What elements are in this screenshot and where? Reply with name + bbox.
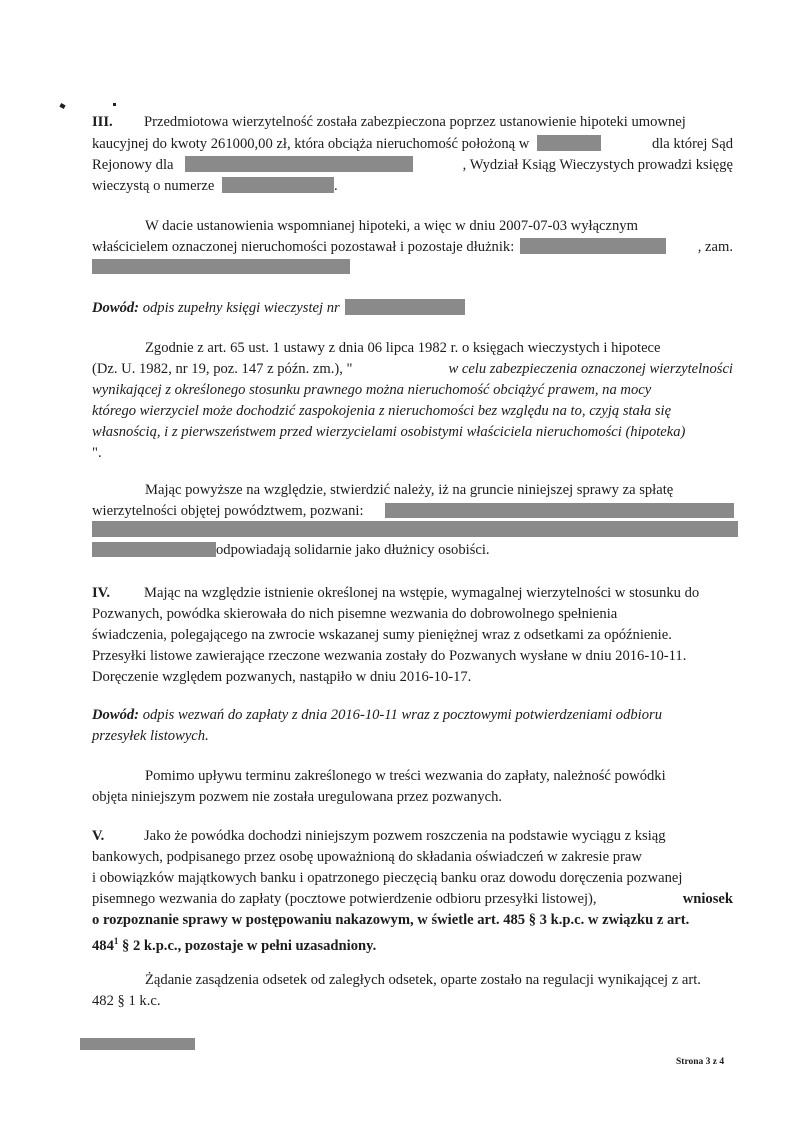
redacted-register-number <box>222 177 334 193</box>
para2-line2: właścicielem oznaczonej nieruchomości pozostawał i pozostaje dłużnik: , zam. <box>92 239 733 255</box>
redacted-defendants-2 <box>92 521 738 537</box>
section4-line1: IV. Mając na względzie istnienie określonej na wstępie, wymagalnej wierzytelności w stosunku do <box>92 585 700 601</box>
redacted-location <box>537 135 601 151</box>
section5-numeral: V. <box>92 828 105 844</box>
section5-line5: o rozpoznanie sprawy w postępowaniu nakazowym, w świetle art. 485 § 3 k.p.c. w związku z art. <box>92 912 690 928</box>
section4-line2: Pozwanych, powódka skierowała do nich pisemne wezwania do dobrowolnego spełnienia <box>92 606 618 622</box>
para3-line6: ". <box>92 445 102 461</box>
redacted-kw-number <box>345 299 465 315</box>
redacted-defendants-1 <box>385 503 734 518</box>
section3-line1: III. Przedmiotowa wierzytelność została zabezpieczona poprzez ustanowienie hipoteki umownej <box>92 114 686 130</box>
section4-line5: Doręczenie względem pozwanych, nastąpiło w dniu 2016-10-17. <box>92 669 472 685</box>
para4-line2: wierzytelności objętej powództwem, pozwani: <box>92 503 364 519</box>
section5-para2-line1: Żądanie zasądzenia odsetek od zaległych odsetek, oparte zostało na regulacji wynikającej z art. <box>145 972 701 988</box>
scan-speck <box>113 103 116 106</box>
para3-line3: wynikającej z określonego stosunku prawnego można nieruchomość obciążyć prawem, na mocy <box>92 382 652 398</box>
redacted-footer <box>80 1038 195 1050</box>
para3-line5: własnością, i z pierwszeństwem przed wierzycielami osobistymi właściciela nieruchomości (hipoteka) <box>92 424 686 440</box>
evidence-summons-line2: przesyłek listowych. <box>92 728 209 744</box>
section4-para2-line1: Pomimo upływu terminu zakreślonego w treści wezwania do zapłaty, należność powódki <box>145 768 666 784</box>
scan-speck <box>59 103 65 109</box>
section5-line6: $484^1$ § 2 k.p.c., pozostaje w pełni uzasadniony. <box>92 936 377 954</box>
section3-numeral: III. <box>92 114 113 130</box>
section3-line3: Rejonowy dla , Wydział Ksiąg Wieczystych prowadzi księgę <box>92 157 733 173</box>
section5-para2-line2: 482 § 1 k.c. <box>92 993 161 1009</box>
redacted-address <box>92 259 350 274</box>
para2-line1: W dacie ustanowienia wspomnianej hipoteki, a więc w dniu 2007-07-03 wyłącznym <box>145 218 638 234</box>
para3-line4: którego wierzyciel może dochodzić zaspokojenia z nieruchomości bez względu na to, czyją stała się <box>92 403 672 419</box>
section5-line4: pisemnego wezwania do zapłaty (pocztowe potwierdzenie odbioru przesyłki listowej), wniosek <box>92 891 733 907</box>
section4-line4: Przesyłki listowe zawierające rzeczone wezwania zostały do Pozwanych wysłane w dniu 2016-10-11. <box>92 648 687 664</box>
section4-numeral: IV. <box>92 585 110 601</box>
evidence-summons-line1: Dowód: odpis wezwań do zapłaty z dnia 2016-10-11 wraz z pocztowymi potwierdzeniami odbioru <box>92 707 662 723</box>
redacted-defendants-3 <box>92 542 216 557</box>
para3-line2: (Dz. U. 1982, nr 19, poz. 147 z późn. zm.), " w celu zabezpieczenia oznaczonej wierzytelności <box>92 361 733 377</box>
redacted-debtor <box>520 238 666 254</box>
page-number: Strona 3 z 4 <box>676 1057 725 1067</box>
section3-line4: wieczystą o numerze . <box>92 178 338 194</box>
section4-line3: świadczenia, polegającego na zwrocie wskazanej sumy pieniężnej wraz z odsetkami za opóźnienie. <box>92 627 672 643</box>
section3-line2: kaucyjnej do kwoty 261000,00 zł, która obciąża nieruchomość położoną w dla której Sąd <box>92 136 733 152</box>
section4-para2-line2: objęta niniejszym pozwem nie została uregulowana przez pozwanych. <box>92 789 503 805</box>
section5-line2: bankowych, podpisanego przez osobę upoważnioną do składania oświadczeń w zakresie praw <box>92 849 642 865</box>
section5-line1: V. Jako że powódka dochodzi niniejszym pozwem roszczenia na podstawie wyciągu z ksiąg <box>92 828 666 844</box>
section5-line3: i obowiązków majątkowych banku i opatrzonego pieczęcią banku oraz dowodu doręczenia pozwanej <box>92 870 683 886</box>
para3-line1: Zgodnie z art. 65 ust. 1 ustawy z dnia 06 lipca 1982 r. o księgach wieczystych i hipotece <box>145 340 661 356</box>
para4-line1: Mając powyższe na względzie, stwierdzić należy, iż na gruncie niniejszej sprawy za spłatę <box>145 482 674 498</box>
para4-line3: odpowiadają solidarnie jako dłużnicy osobiści. <box>216 542 490 558</box>
redacted-court <box>185 156 413 172</box>
evidence-kw: Dowód: odpis zupełny księgi wieczystej nr <box>92 298 465 318</box>
